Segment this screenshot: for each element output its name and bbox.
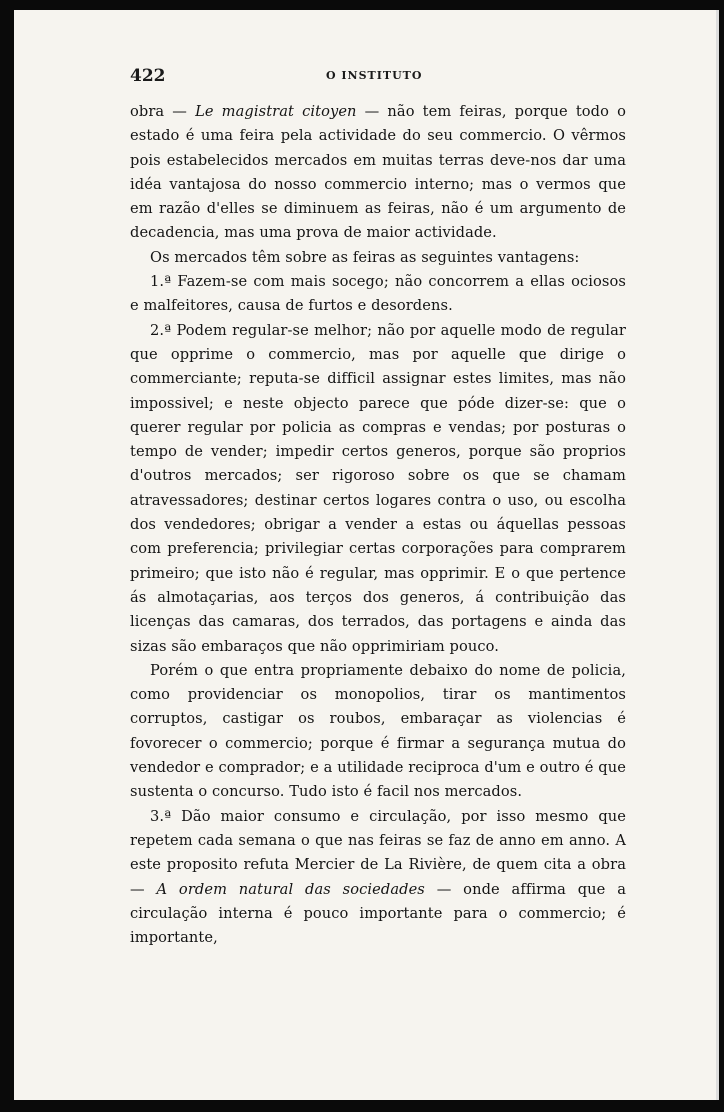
page-number: 422 bbox=[130, 66, 166, 86]
paragraph-1-rest: — não tem feiras, porque todo o estado é uma feira pela actividade do seu commercio. O vêrmos pois estabelecidos mercados em muitas terras deve-nos dar uma idéa vantajosa do nosso commercio interno; mas o vermos que em razão d'elles se diminuem as feiras, não é um argumento de decadencia, mas uma prova de maior actividade. bbox=[130, 103, 626, 242]
book-title-italic: Le magistrat citoyen bbox=[195, 103, 357, 120]
page-header bbox=[130, 66, 626, 90]
paragraph-1-start: obra — bbox=[130, 103, 196, 120]
paragraph-1 bbox=[130, 100, 626, 246]
paragraph-3: 1.ª Fazem-se com mais socego; não concorrem a ellas ociosos e malfeitores, causa de furtos e desordens. bbox=[130, 273, 626, 315]
paragraph-6-rest: — onde affirma que a circulação interna é pouco importante para o commercio; é importante, bbox=[130, 880, 626, 947]
paragraph-5: Porém o que entra propriamente debaixo do nome de policia, como providenciar os monopolios, tirar os mantimentos corruptos, castigar os roubos, embaraçar as violencias é fovorecer o commercio; porque é firmar a segurança mutua do vendedor e comprador; e a utilidade reciproca d'um e outro é que sustenta o concurso. Tudo isto é facil nos mercados. bbox=[130, 661, 626, 801]
book-title-italic-2: A ordem natural das sociedades bbox=[156, 880, 425, 898]
running-title: O INSTITUTO bbox=[326, 69, 423, 82]
paragraph-2: Os mercados têm sobre as feiras as seguintes vantagens: bbox=[150, 248, 580, 266]
body-text bbox=[130, 100, 626, 950]
paragraph-4: 2.ª Podem regular-se melhor; não por aquelle modo de regular que opprime o commercio, mas por aquelle que dirige o commerciante; reputa-se difficil assignar estes limites, mas não impossivel; e neste objecto parece que póde dizer-se: que o querer regular por policia as compras e vendas; por posturas o tempo de vender; impedir certos generos, porque são proprios d'outros mercados; ser rigoroso sobre os que se chamam atravessadores; destinar certos logares contra o uso, ou escolha dos vendedores; obrigar a vender a estas ou áquellas pessoas com preferencia; privilegiar certas corporações para comprarem primeiro; que isto não é regular, mas opprimir. E o que pertence ás almotaçarias, aos terços dos generos, á contribuição das licenças das camaras, dos terrados, das portagens e ainda das sizas são embaraços que não opprimiriam pouco. bbox=[130, 321, 626, 655]
paragraph-6-start: 3.ª Dão maior consumo e circulação, por isso mesmo que repetem cada semana o que nas feiras se faz de anno em anno. A este proposito refuta Mercier de La Rivière, de quem cita a obra — bbox=[130, 807, 626, 898]
paragraph-6 bbox=[130, 805, 626, 951]
